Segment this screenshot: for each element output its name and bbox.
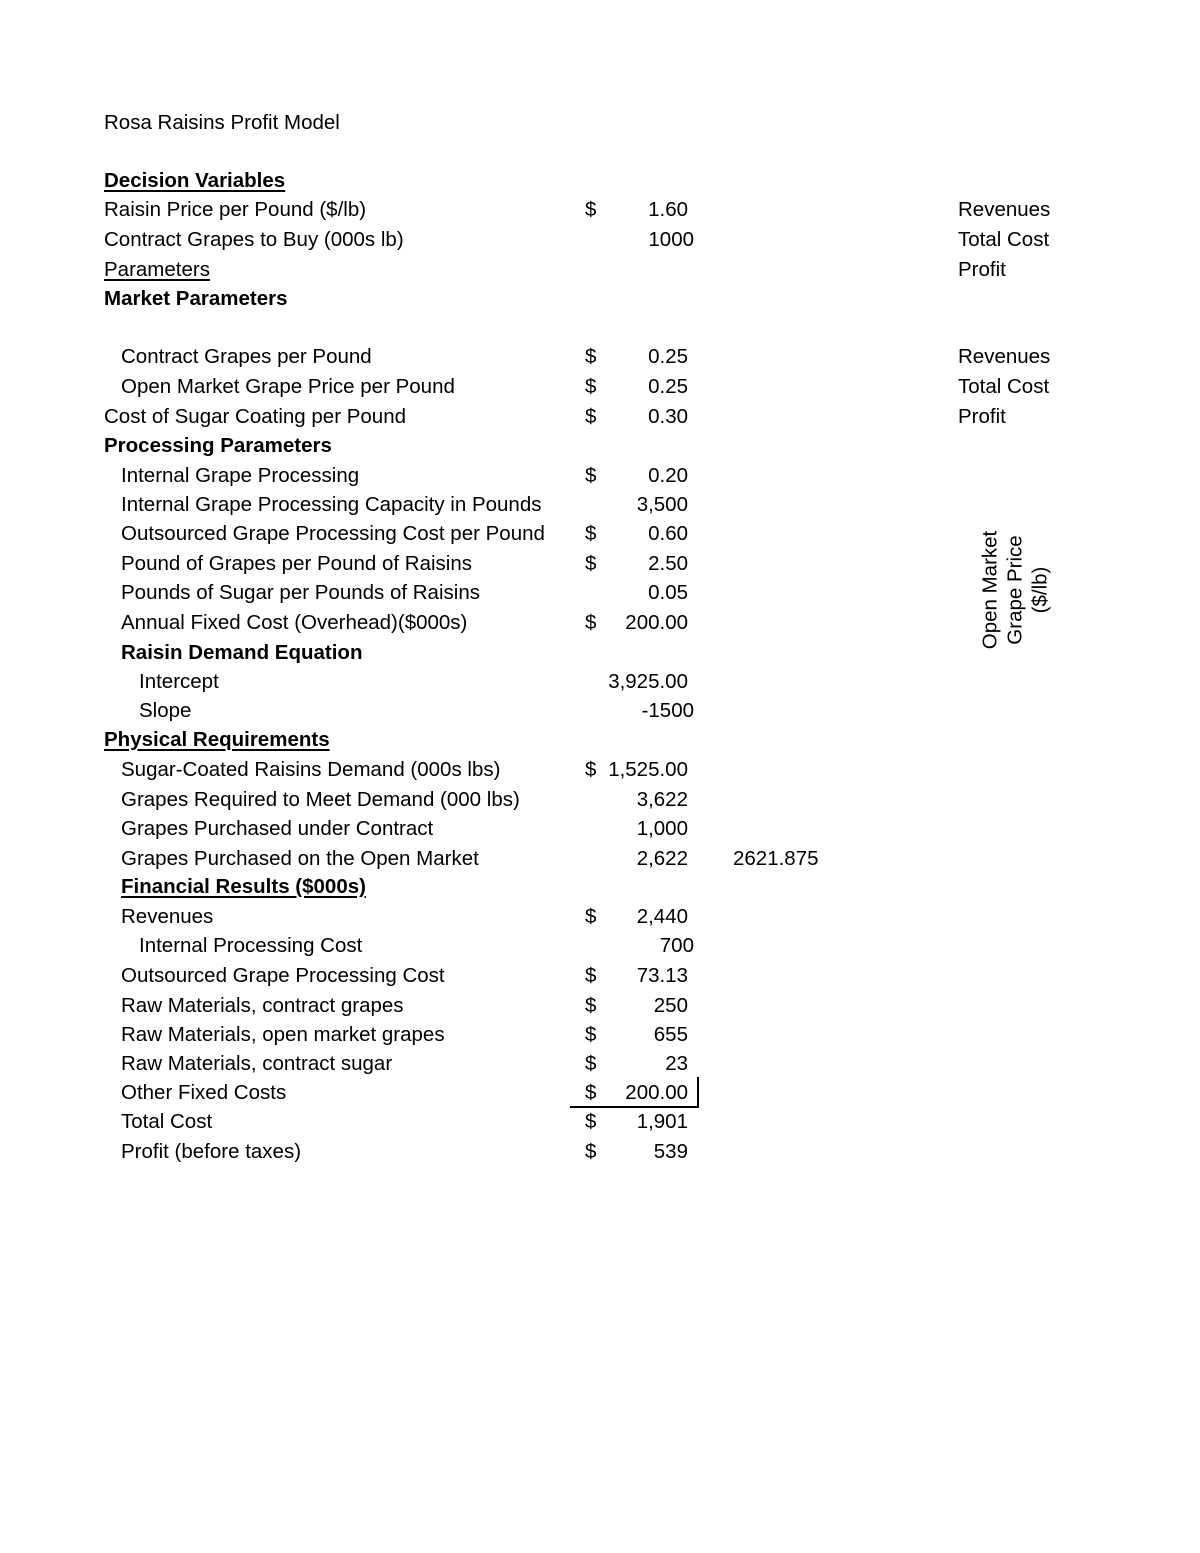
sugar-coating-cost-label: Cost of Sugar Coating per Pound <box>104 405 406 428</box>
outsourced-processing-cost-value: 73.13 <box>636 964 688 987</box>
raw-contract-currency: $ <box>585 994 597 1017</box>
grapes-required-value: 3,622 <box>636 788 688 811</box>
internal-capacity-label: Internal Grape Processing Capacity in Pounds <box>121 493 542 516</box>
outsourced-cost-label: Outsourced Grape Processing Cost per Pound <box>121 522 545 545</box>
raisin-price-currency: $ <box>585 198 597 221</box>
intercept-value: 3,925.00 <box>608 670 688 693</box>
grapes-required-label: Grapes Required to Meet Demand (000 lbs) <box>121 788 520 811</box>
side-profit-label-1: Profit <box>958 258 1006 281</box>
revenues-currency: $ <box>585 905 597 928</box>
open-market-grape-price-axis-label <box>978 531 1053 650</box>
internal-cost-value: 700 <box>659 934 694 957</box>
other-fixed-label: Other Fixed Costs <box>121 1081 287 1104</box>
fixed-cost-label: Annual Fixed Cost (Overhead)($000s) <box>121 611 468 634</box>
contract-grapes-per-pound-value: 0.25 <box>648 345 688 368</box>
grapes-open-value: 2,622 <box>636 847 688 870</box>
slope-label: Slope <box>139 699 192 722</box>
internal-processing-label: Internal Grape Processing <box>121 464 360 487</box>
side-total-cost-label-1: Total Cost <box>958 228 1050 251</box>
side-profit-label-2: Profit <box>958 405 1006 428</box>
internal-capacity-value: 3,500 <box>636 493 688 516</box>
total-cost-currency: $ <box>585 1110 597 1133</box>
slope-value: -1500 <box>641 699 694 722</box>
page-title: Rosa Raisins Profit Model <box>104 111 340 134</box>
other-fixed-currency: $ <box>585 1081 597 1104</box>
fixed-cost-value: 200.00 <box>625 611 688 634</box>
sugar-per-raisin-value: 0.05 <box>648 581 688 604</box>
contract-grapes-label: Contract Grapes to Buy (000s lb) <box>104 228 404 251</box>
grapes-per-raisin-currency: $ <box>585 552 597 575</box>
profit-label: Profit (before taxes) <box>121 1140 302 1163</box>
side-revenues-label-2: Revenues <box>958 345 1051 368</box>
grapes-per-raisin-value: 2.50 <box>648 552 688 575</box>
vertical-label-line-3: ($/lb) <box>1028 566 1052 614</box>
outsourced-cost-value: 0.60 <box>648 522 688 545</box>
internal-processing-currency: $ <box>585 464 597 487</box>
processing-parameters-heading: Processing Parameters <box>104 434 332 457</box>
profit-currency: $ <box>585 1140 597 1163</box>
sugar-coating-cost-currency: $ <box>585 405 597 428</box>
raw-sugar-currency: $ <box>585 1052 597 1075</box>
raisin-price-value: 1.60 <box>648 198 688 221</box>
market-parameters-heading: Market Parameters <box>104 287 288 310</box>
side-revenues-label-1: Revenues <box>958 198 1051 221</box>
raw-open-currency: $ <box>585 1023 597 1046</box>
grapes-open-label: Grapes Purchased on the Open Market <box>121 847 479 870</box>
raw-sugar-label: Raw Materials, contract sugar <box>121 1052 393 1075</box>
cell-bottom-border <box>570 1106 699 1108</box>
contract-grapes-per-pound-label: Contract Grapes per Pound <box>121 345 372 368</box>
financial-results-heading: Financial Results ($000s) <box>121 875 366 898</box>
contract-grapes-per-pound-currency: $ <box>585 345 597 368</box>
total-cost-value: 1,901 <box>636 1110 688 1133</box>
grapes-per-raisin-label: Pound of Grapes per Pound of Raisins <box>121 552 472 575</box>
raw-contract-value: 250 <box>653 994 688 1017</box>
raw-open-value: 655 <box>653 1023 688 1046</box>
total-cost-label: Total Cost <box>121 1110 213 1133</box>
contract-grapes-value: 1000 <box>648 228 694 251</box>
open-market-price-currency: $ <box>585 375 597 398</box>
revenues-value: 2,440 <box>636 905 688 928</box>
side-total-cost-label-2: Total Cost <box>958 375 1050 398</box>
other-fixed-value: 200.00 <box>625 1081 688 1104</box>
fixed-cost-currency: $ <box>585 611 597 634</box>
revenues-label: Revenues <box>121 905 214 928</box>
physical-requirements-heading: Physical Requirements <box>104 728 330 751</box>
raw-open-label: Raw Materials, open market grapes <box>121 1023 445 1046</box>
vertical-label-line-1: Open Market <box>978 530 1002 650</box>
profit-value: 539 <box>653 1140 688 1163</box>
raw-sugar-value: 23 <box>665 1052 688 1075</box>
vertical-label-line-2: Grape Price <box>1003 535 1027 645</box>
internal-cost-label: Internal Processing Cost <box>139 934 363 957</box>
demand-value: 1,525.00 <box>608 758 688 781</box>
demand-label: Sugar-Coated Raisins Demand (000s lbs) <box>121 758 501 781</box>
sugar-per-raisin-label: Pounds of Sugar per Pounds of Raisins <box>121 581 480 604</box>
raw-contract-label: Raw Materials, contract grapes <box>121 994 404 1017</box>
grapes-open-extra-value: 2621.875 <box>733 847 819 870</box>
raisin-price-label: Raisin Price per Pound ($/lb) <box>104 198 367 221</box>
grapes-contract-label: Grapes Purchased under Contract <box>121 817 434 840</box>
outsourced-processing-cost-currency: $ <box>585 964 597 987</box>
parameters-heading: Parameters <box>104 258 210 281</box>
outsourced-processing-cost-label: Outsourced Grape Processing Cost <box>121 964 445 987</box>
grapes-contract-value: 1,000 <box>636 817 688 840</box>
cell-right-border <box>697 1077 699 1108</box>
outsourced-cost-currency: $ <box>585 522 597 545</box>
demand-currency: $ <box>585 758 597 781</box>
internal-processing-value: 0.20 <box>648 464 688 487</box>
open-market-price-value: 0.25 <box>648 375 688 398</box>
intercept-label: Intercept <box>139 670 219 693</box>
open-market-price-label: Open Market Grape Price per Pound <box>121 375 455 398</box>
demand-equation-heading: Raisin Demand Equation <box>121 641 363 664</box>
decision-variables-heading: Decision Variables <box>104 169 286 192</box>
sugar-coating-cost-value: 0.30 <box>648 405 688 428</box>
